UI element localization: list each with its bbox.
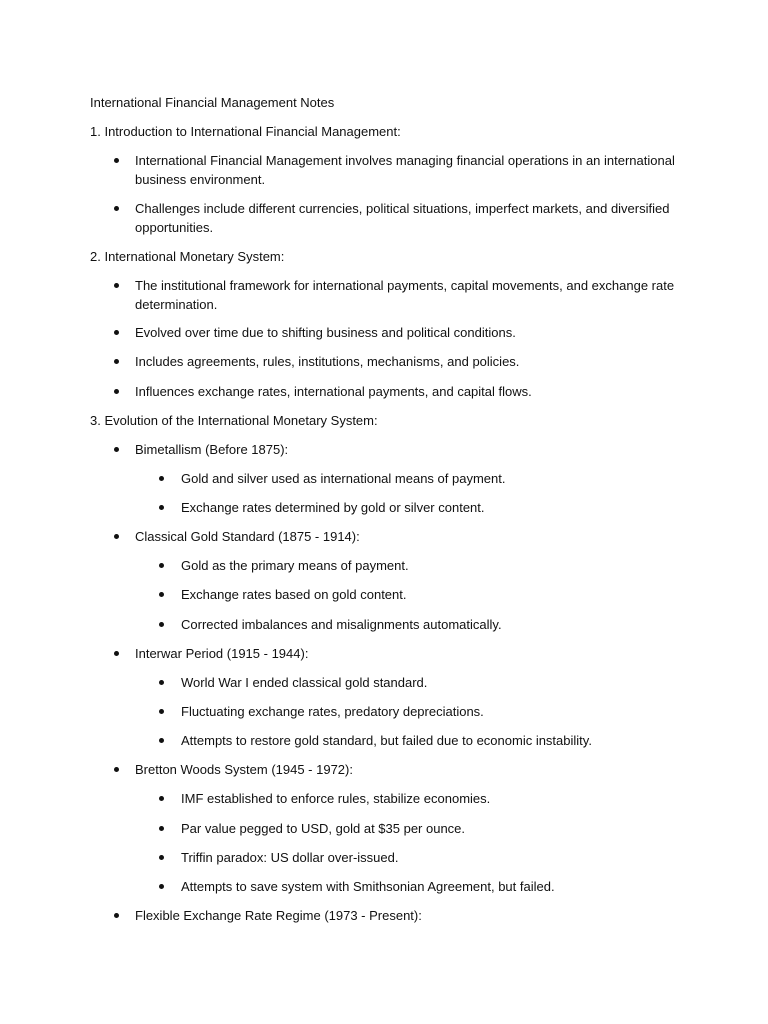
document-title: International Financial Management Notes bbox=[90, 95, 335, 110]
bullet-dot bbox=[114, 359, 119, 364]
section-2-bullet-3: Includes agreements, rules, institutions, mechanisms, and policies. bbox=[135, 354, 520, 369]
era-point: Exchange rates determined by gold or silver content. bbox=[181, 500, 485, 515]
era-point: IMF established to enforce rules, stabilize economies. bbox=[181, 791, 491, 806]
bullet-dot bbox=[159, 680, 164, 685]
bullet-dot bbox=[159, 884, 164, 889]
bullet-dot bbox=[159, 505, 164, 510]
section-1-heading: 1. Introduction to International Financial Management: bbox=[90, 124, 401, 139]
bullet-dot bbox=[114, 447, 119, 452]
bullet-dot bbox=[159, 592, 164, 597]
era-point: Exchange rates based on gold content. bbox=[181, 587, 407, 602]
bullet-dot bbox=[159, 738, 164, 743]
era-interwar-label: Interwar Period (1915 - 1944): bbox=[135, 646, 309, 661]
section-2-heading: 2. International Monetary System: bbox=[90, 249, 285, 264]
section-1-bullet-2-line-2: opportunities. bbox=[135, 220, 214, 235]
bullet-dot bbox=[114, 206, 119, 211]
section-3-heading: 3. Evolution of the International Monetary System: bbox=[90, 413, 378, 428]
era-point: World War I ended classical gold standard. bbox=[181, 675, 428, 690]
bullet-dot bbox=[114, 767, 119, 772]
section-2-bullet-2: Evolved over time due to shifting business and political conditions. bbox=[135, 325, 516, 340]
bullet-dot bbox=[159, 622, 164, 627]
era-classical-gold-label: Classical Gold Standard (1875 - 1914): bbox=[135, 529, 360, 544]
section-1-bullet-1-line-2: business environment. bbox=[135, 172, 266, 187]
era-bimetallism-label: Bimetallism (Before 1875): bbox=[135, 442, 289, 457]
section-1-bullet-1-line-1: International Financial Management involves managing financial operations in an international bbox=[135, 153, 675, 168]
bullet-dot bbox=[159, 563, 164, 568]
era-point: Gold as the primary means of payment. bbox=[181, 558, 409, 573]
era-point: Par value pegged to USD, gold at $35 per ounce. bbox=[181, 821, 466, 836]
era-point: Fluctuating exchange rates, predatory depreciations. bbox=[181, 704, 484, 719]
bullet-dot bbox=[114, 158, 119, 163]
era-point: Attempts to restore gold standard, but failed due to economic instability. bbox=[181, 733, 592, 748]
bullet-dot bbox=[114, 534, 119, 539]
bullet-dot bbox=[159, 709, 164, 714]
bullet-dot bbox=[114, 913, 119, 918]
era-flexible-label: Flexible Exchange Rate Regime (1973 - Present): bbox=[135, 908, 422, 923]
bullet-dot bbox=[159, 826, 164, 831]
era-point: Gold and silver used as international means of payment. bbox=[181, 471, 506, 486]
bullet-dot bbox=[114, 389, 119, 394]
era-point: Attempts to save system with Smithsonian Agreement, but failed. bbox=[181, 879, 555, 894]
era-point: Triffin paradox: US dollar over-issued. bbox=[181, 850, 399, 865]
bullet-dot bbox=[114, 330, 119, 335]
section-2-bullet-1-line-2: determination. bbox=[135, 297, 218, 312]
section-2-bullet-1-line-1: The institutional framework for international payments, capital movements, and exchange rate bbox=[135, 278, 675, 293]
bullet-dot bbox=[159, 855, 164, 860]
era-point: Corrected imbalances and misalignments automatically. bbox=[181, 617, 502, 632]
section-1-bullet-2-line-1: Challenges include different currencies, political situations, imperfect markets, and diversified bbox=[135, 201, 670, 216]
bullet-dot bbox=[114, 651, 119, 656]
era-bretton-woods-label: Bretton Woods System (1945 - 1972): bbox=[135, 762, 353, 777]
bullet-dot bbox=[159, 476, 164, 481]
bullet-dot bbox=[114, 283, 119, 288]
section-2-bullet-4: Influences exchange rates, international payments, and capital flows. bbox=[135, 384, 532, 399]
bullet-dot bbox=[159, 796, 164, 801]
